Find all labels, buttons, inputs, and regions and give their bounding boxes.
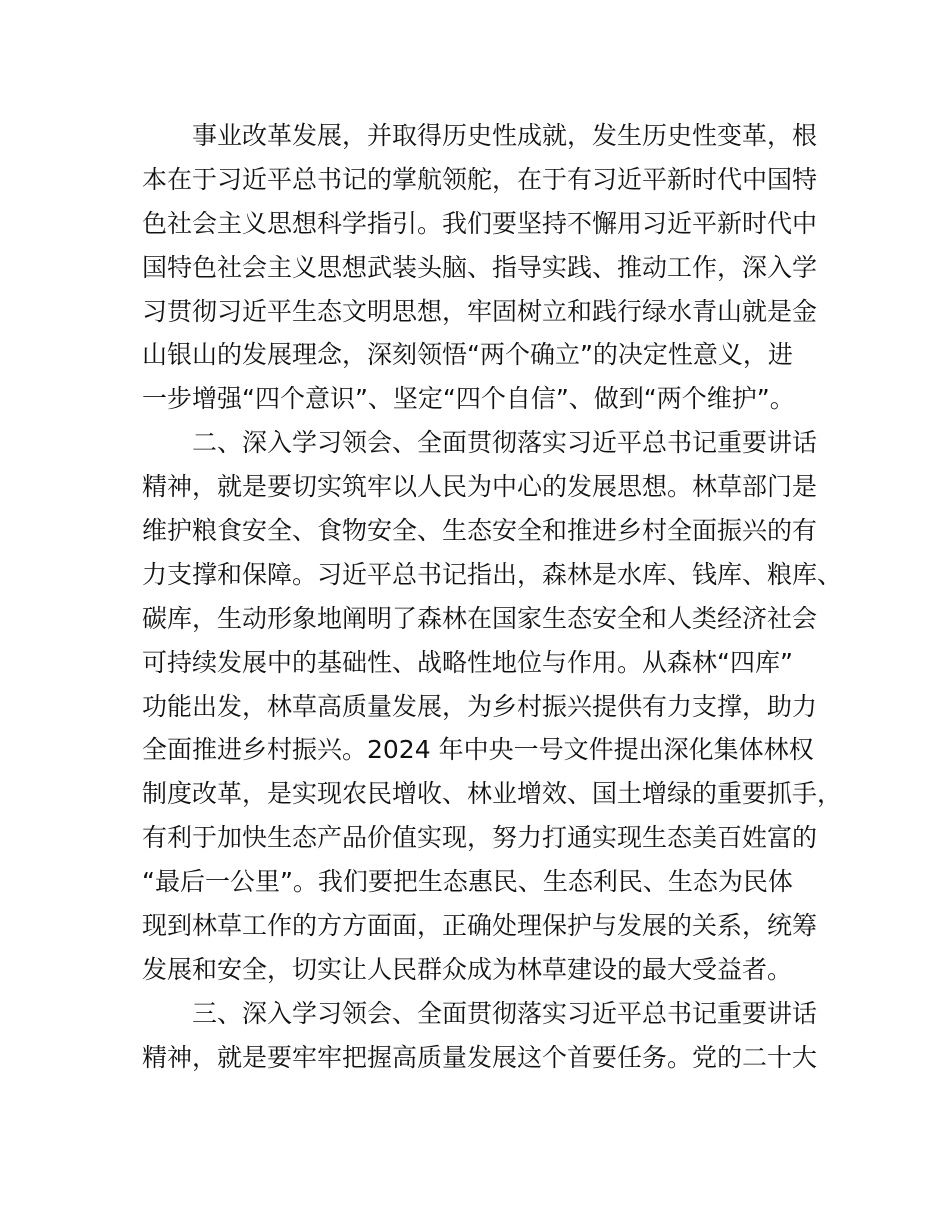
text-line: 二、深入学习领会、全面贯彻落实习近平总书记重要讲话 — [192, 428, 818, 458]
text-line: 精神，就是要切实筑牢以人民为中心的发展思想。林草部门是 — [142, 472, 818, 502]
text-line: 全面推进乡村振兴。2024 年中央一号文件提出深化集体林权 — [142, 735, 814, 765]
text-line: 事业改革发展，并取得历史性成就，发生历史性变革，根 — [192, 121, 818, 150]
text-line: “最后一公里”。我们要把生态惠民、生态利民、生态为民体 — [142, 867, 793, 897]
text-line: 习贯彻习近平生态文明思想，牢固树立和践行绿水青山就是金 — [142, 296, 818, 326]
text-line: 有利于加快生态产品价值实现，努力打通实现生态美百姓富的 — [142, 823, 818, 853]
document-body — [142, 114, 843, 1080]
text-line: 发展和安全，切实让人民群众成为林草建设的最大受益者。 — [142, 954, 793, 984]
text-line: 维护粮食安全、食物安全、生态安全和推进乡村全面振兴的有 — [142, 516, 818, 546]
text-line: 制度改革，是实现农民增收、林业增效、国土增绿的重要抓手， — [142, 779, 843, 809]
text-line: 力支撑和保障。习近平总书记指出，森林是水库、钱库、粮库、 — [142, 559, 843, 589]
text-line: 国特色社会主义思想武装头脑、指导实践、推动工作，深入学 — [142, 252, 818, 282]
text-line: 本在于习近平总书记的掌航领舵，在于有习近平新时代中国特 — [142, 164, 818, 194]
paragraph-3 — [142, 992, 822, 1080]
paragraph-1 — [142, 114, 822, 421]
text-line: 功能出发，林草高质量发展，为乡村振兴提供有力支撑，助力 — [142, 691, 818, 721]
paragraph-2 — [142, 421, 843, 992]
text-line: 碳库，生动形象地阐明了森林在国家生态安全和人类经济社会 — [142, 603, 818, 633]
text-line: 色社会主义思想科学指引。我们要坚持不懈用习近平新时代中 — [142, 208, 818, 238]
text-line: 精神，就是要牢牢把握高质量发展这个首要任务。党的二十大 — [142, 1042, 818, 1072]
text-line: 可持续发展中的基础性、战略性地位与作用。从森林“四库” — [142, 647, 793, 677]
text-line: 山银山的发展理念，深刻领悟“两个确立”的决定性意义，进 — [142, 340, 793, 370]
text-line: 一步增强“四个意识”、坚定“四个自信”、做到“两个维护”。 — [142, 384, 795, 414]
text-line: 三、深入学习领会、全面贯彻落实习近平总书记重要讲话 — [192, 998, 818, 1028]
text-line: 现到林草工作的方方面面，正确处理保护与发展的关系，统筹 — [142, 911, 818, 941]
